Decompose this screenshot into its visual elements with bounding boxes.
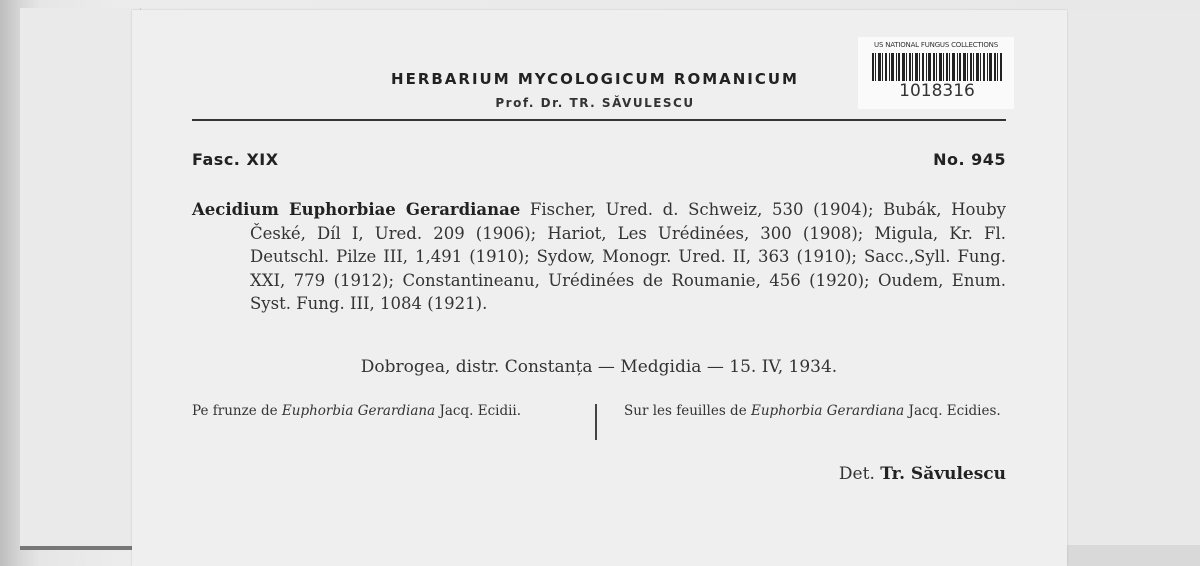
header-rule <box>192 119 1006 121</box>
determination <box>700 464 1006 484</box>
literature-references: Fischer, Ured. d. Schweiz, 530 (1904); Bubák, Houby České, Díl I, Ured. 209 (1906); Hariot, Les Urédinées, 300 (1908); Migula, Kr. Fl. Deutschl. Pilze III, 1,491 (1910); Sydow, Monogr. Ured. II, 363 (1910); Sacc.,Syll. Fung. XXI, 779 (1912); Constantineanu, Urédinées de Roumanie, 456 (1920); Oudem, Enum. Syst. Fung. III, 1084 (1921). <box>250 200 1007 313</box>
herbarium-editor: Prof. Dr. TR. SĂVULESCU <box>495 96 695 110</box>
folder-edge <box>20 546 132 550</box>
host-fr-prefix: Sur les feuilles de <box>624 403 747 419</box>
folder-flap <box>20 8 141 548</box>
language-divider <box>595 404 597 440</box>
collection-locality: Dobrogea, distr. Constanța — Medgidia — 15. IV, 1934. <box>360 357 838 377</box>
host-note-romanian <box>192 402 572 421</box>
species-name: Aecidium Euphorbiae Gerardianae <box>192 200 521 219</box>
determination-prefix: Det. <box>838 464 875 484</box>
host-ro-suffix: Jacq. Ecidii. <box>439 403 522 419</box>
barcode-label <box>858 37 1014 109</box>
sheet-margin <box>1067 10 1200 566</box>
host-note-french <box>624 402 1006 421</box>
fascicle-label: Fasc. XIX <box>192 150 279 169</box>
barcode-icon <box>872 53 1002 81</box>
host-fr-species: Euphorbia Gerardiana <box>750 403 905 419</box>
determiner-name: Tr. Săvulescu <box>880 464 1006 484</box>
herbarium-title: HERBARIUM MYCOLOGICUM ROMANICUM <box>391 70 799 88</box>
catalog-number: 1018316 <box>899 81 975 101</box>
barcode-caption: US NATIONAL FUNGUS COLLECTIONS <box>874 41 998 49</box>
sheet-shadow <box>1060 545 1200 566</box>
taxon-citation <box>192 198 1006 316</box>
host-ro-prefix: Pe frunze de <box>192 403 278 419</box>
host-ro-species: Euphorbia Gerardiana <box>281 403 436 419</box>
host-fr-suffix: Jacq. Ecidies. <box>908 403 1001 419</box>
exsiccata-number: No. 945 <box>933 150 1006 169</box>
